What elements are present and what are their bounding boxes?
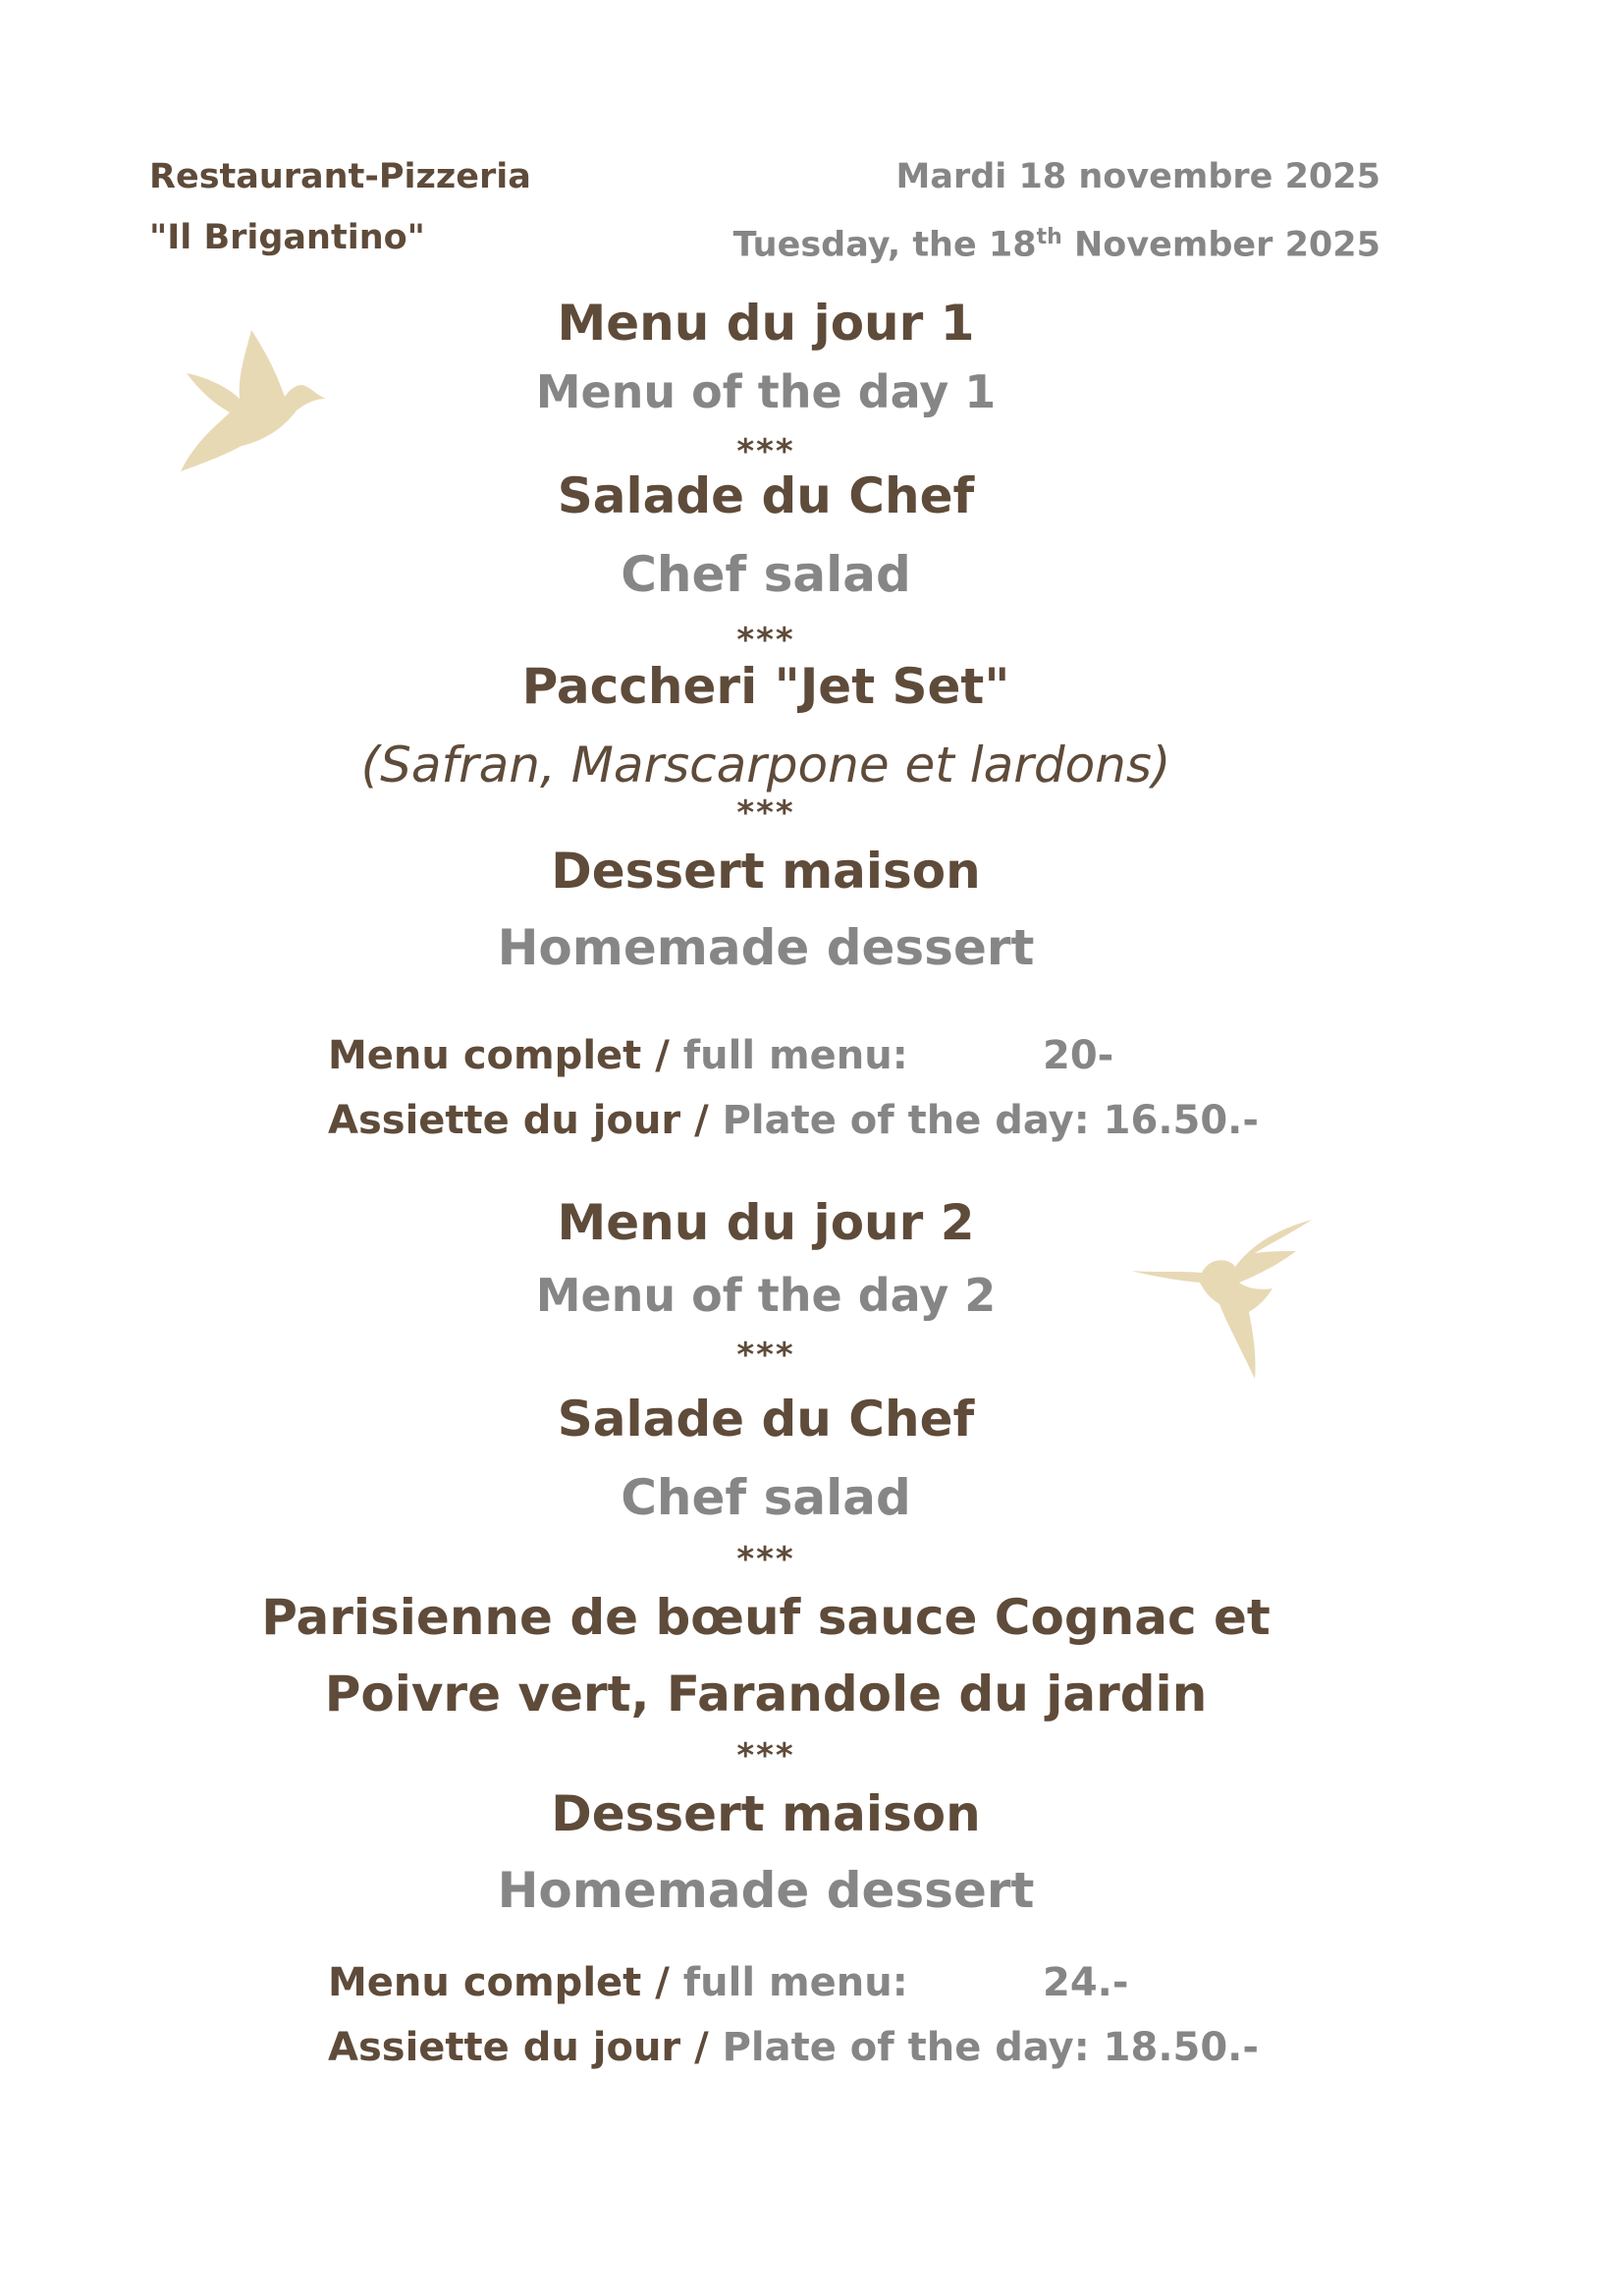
menu2-plate-label-fr: Assiette du jour / [328, 2025, 723, 2070]
menu2-title-fr: Menu du jour 2 [557, 1194, 975, 1251]
menu1-plate-label-fr: Assiette du jour / [328, 1098, 723, 1143]
menu1-main-fr: Paccheri "Jet Set" [521, 658, 1010, 715]
menu2-dessert-fr: Dessert maison [551, 1785, 981, 1842]
menu2-plate-label-en: Plate of the day: [722, 2025, 1090, 2070]
menu1-starter-fr: Salade du Chef [557, 467, 975, 524]
menu2-full-price-row [328, 1960, 908, 2005]
date-english [733, 216, 1380, 267]
menu2-separator-1: *** [736, 1336, 795, 1375]
menu1-full-label-fr: Menu complet / [328, 1033, 683, 1078]
menu1-dessert-fr: Dessert maison [551, 843, 981, 900]
menu2-plate-price: 18.50.- [1089, 2025, 1259, 2070]
menu2-full-price: 24.- [1043, 1960, 1129, 2005]
menu1-title-en: Menu of the day 1 [535, 365, 997, 418]
date-english-pre: Tuesday, the 18 [732, 225, 1037, 265]
menu1-full-price-row [328, 1033, 908, 1078]
menu2-main-line1: Parisienne de bœuf sauce Cognac et [261, 1589, 1271, 1646]
restaurant-name-line1: Restaurant-Pizzeria [149, 157, 531, 196]
menu1-dessert-en: Homemade dessert [497, 919, 1035, 976]
menu2-starter-fr: Salade du Chef [557, 1391, 975, 1448]
menu2-full-label-en: full menu: [682, 1960, 908, 2005]
menu1-full-price: 20- [1043, 1033, 1114, 1078]
menu2-plate-price-row [328, 2025, 1259, 2070]
menu2-separator-3: *** [736, 1736, 795, 1776]
menu1-starter-en: Chef salad [621, 546, 911, 603]
date-french: Mardi 18 novembre 2025 [895, 157, 1380, 196]
date-english-post: November 2025 [1061, 225, 1380, 265]
restaurant-name-line2: "Il Brigantino" [149, 218, 425, 257]
menu1-separator-2: *** [736, 621, 795, 660]
menu2-full-label-fr: Menu complet / [328, 1960, 683, 2005]
menu1-plate-price: 16.50.- [1089, 1098, 1259, 1143]
menu2-main-line2: Poivre vert, Farandole du jardin [324, 1666, 1208, 1722]
menu1-main-detail: (Safran, Marscarpone et lardons) [360, 737, 1171, 793]
menu2-dessert-en: Homemade dessert [497, 1862, 1035, 1919]
menu2-starter-en: Chef salad [621, 1469, 911, 1526]
menu1-separator-3: *** [736, 793, 795, 833]
menu1-plate-price-row [328, 1098, 1259, 1143]
menu1-title-fr: Menu du jour 1 [557, 295, 975, 352]
menu2-separator-2: *** [736, 1540, 795, 1579]
menu1-separator-1: *** [736, 432, 795, 471]
menu2-title-en: Menu of the day 2 [535, 1269, 997, 1322]
date-english-sup: th [1036, 225, 1062, 249]
menu1-plate-label-en: Plate of the day: [722, 1098, 1090, 1143]
menu1-full-label-en: full menu: [682, 1033, 908, 1078]
